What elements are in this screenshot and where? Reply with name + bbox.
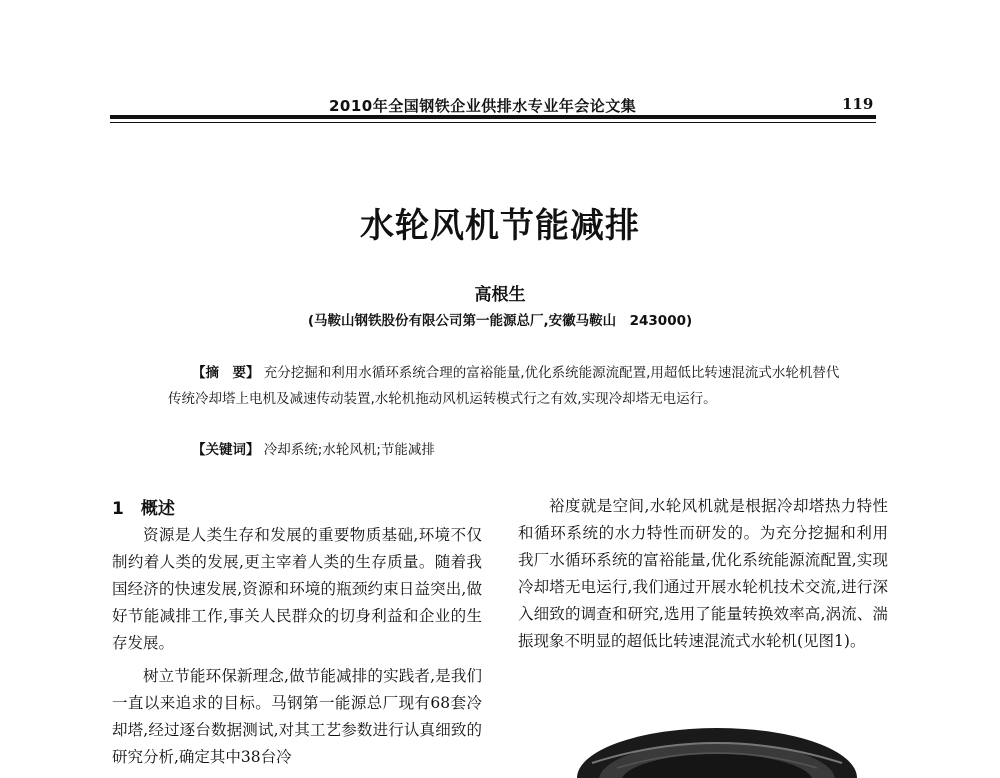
paragraph: 裕度就是空间,水轮风机就是根据冷却塔热力特性和循环系统的水力特性而研发的。为充分挖掘和利用我厂水循环系统的富裕能量,优化系统能源流配置,实现冷却塔无电运行,我们通过开展水轮机技术交流,进行深入细致的调查和研究,选用了能量转换效率高,涡流、湍振现象不明显的超低比转速混流式水轮机(见图1)。 (518, 497, 888, 650)
article-title: 水轮风机节能减排 (360, 206, 640, 246)
abstract-label: 【摘 要】 (192, 365, 260, 381)
keywords-label: 【关键词】 (192, 442, 260, 458)
running-title: 2010年全国钢铁企业供排水专业年会论文集 (329, 97, 637, 115)
author: 高根生 (474, 285, 526, 305)
header-rule-thin (110, 122, 876, 123)
keywords (192, 438, 846, 458)
left-column (112, 522, 482, 771)
affiliation: (马鞍山钢铁股份有限公司第一能源总厂,安徽马鞍山 243000) (307, 313, 693, 329)
abstract-text: 充分挖掘和利用水循环系统合理的富裕能量,优化系统能源流配置,用超低比转速混流式水轮机替代传统冷却塔上电机及减速传动装置,水轮机拖动风机运转模式行之有效,实现冷却塔无电运行。 (168, 365, 840, 407)
header-rule-thick (110, 115, 876, 119)
figure-1-turbine-photo (572, 718, 862, 778)
abstract (168, 360, 846, 412)
abstract-body (168, 360, 846, 412)
paragraph: 资源是人类生存和发展的重要物质基础,环境不仅制约着人类的发展,更主宰着人类的生存质量。随着我国经济的快速发展,资源和环境的瓶颈约束日益突出,做好节能减排工作,事关人民群众的切身利益和企业的生存发展。 (112, 526, 482, 652)
section-heading: 1 概述 (112, 499, 175, 519)
keywords-text: 冷却系统;水轮风机;节能减排 (263, 442, 435, 458)
paragraph: 树立节能环保新理念,做节能减排的实践者,是我们一直以来追求的目标。马钢第一能源总厂现有68套冷却塔,经过逐台数据测试,对其工艺参数进行认真细致的研究分析,确定其中38台冷 (112, 667, 482, 766)
right-column (518, 493, 888, 655)
page-number: 119 (842, 95, 874, 113)
